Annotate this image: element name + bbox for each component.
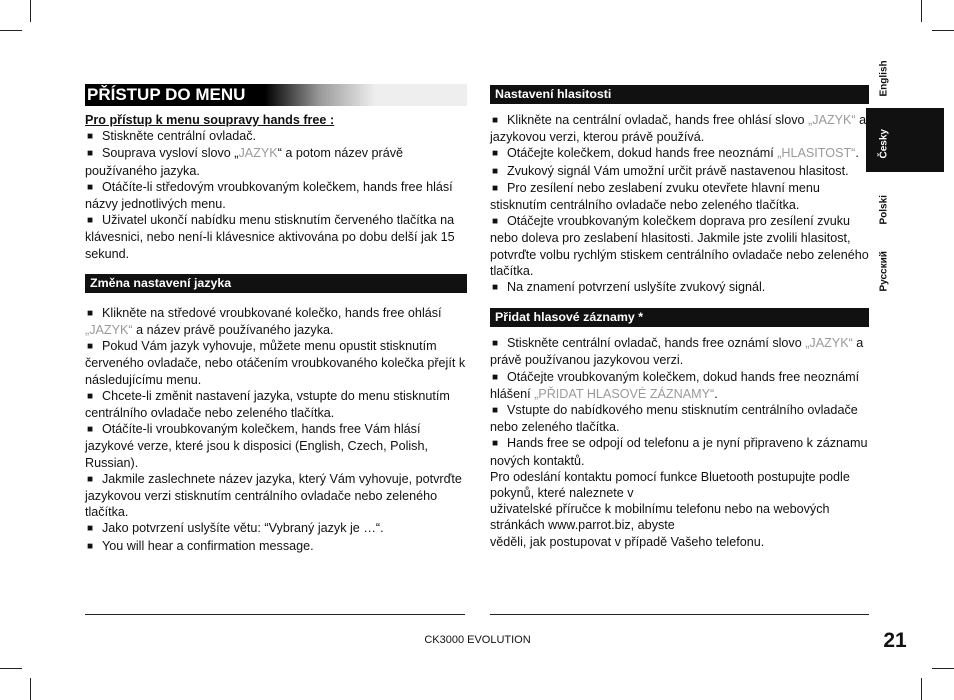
list-item: ■ Na znamení potvrzení uslyšíte zvukový signál. — [490, 279, 869, 296]
list-item: ■ Otáčejte vroubkovaným kolečkem doprava pro zesílení zvuku nebo doleva pro zeslabení hlasitosti. Jakmile jste zvolili hlasitost, potvrďte volbu rychlým stiskem centrálního ovladače nebo zeleného tlačítka. — [490, 213, 869, 279]
title-bar — [85, 84, 467, 106]
list-item: ■ Vstupte do nabídkového menu stisknutím centrálního ovladače nebo zeleného tlačítka. — [490, 402, 869, 435]
section-header-volume: Nastavení hlasitosti — [490, 85, 869, 104]
section-header-language: Změna nastavení jazyka — [85, 274, 467, 293]
section-header-voice-records: Přidat hlasové záznamy * — [490, 308, 869, 327]
footer-product-name: CK3000 EVOLUTION — [424, 634, 531, 646]
crop-mark — [30, 0, 31, 22]
page-number: 21 — [883, 629, 907, 652]
list-item: ■ Souprava vysloví slovo „JAZYK“ a potom název právě používaného jazyka. — [85, 145, 467, 178]
list-item: ■ Klikněte na centrální ovladač, hands free ohlásí slovo „JAZYK“ a jazykovou verzi, kterou právě používá. — [490, 112, 869, 145]
list-item: ■ Jakmile zaslechnete název jazyka, který Vám vyhovuje, potvrďte jazykovou verzi stisknutím centrálního ovladače nebo zeleného tlačítka. — [85, 471, 467, 521]
list-item: ■ Otáčejte kolečkem, dokud hands free neoznámí „HLASITOST“. — [490, 145, 869, 162]
crop-mark — [932, 30, 954, 31]
crop-mark — [30, 678, 31, 700]
language-tab-czech: Česky — [878, 129, 890, 159]
crop-mark — [0, 30, 22, 31]
language-tab-russian: Русский — [878, 251, 890, 292]
list-item: ■ Zvukový signál Vám umožní určit právě nastavenou hlasitost. — [490, 163, 869, 180]
crop-mark — [0, 668, 22, 669]
outro-text: Pro odeslání kontaktu pomocí funkce Bluetooth postupujte podle pokynů, které naleznete v — [490, 469, 850, 501]
list-item: ■ Stiskněte centrální ovladač, hands free oznámí slovo „JAZYK“ a právě používanou jazykovou verzi. — [490, 335, 869, 368]
list-item: ■ Jako potvrzení uslyšíte větu: “Vybraný jazyk je …“. — [85, 520, 467, 537]
list-item: ■ Stiskněte centrální ovladač. — [85, 128, 467, 145]
list-item: ■ You will hear a confirmation message. — [85, 538, 467, 555]
left-column — [85, 112, 467, 555]
list-item: ■ Hands free se odpojí od telefonu a je nyní připraveno k záznamu nových kontaktů. — [490, 435, 869, 468]
list-item: ■ Pro zesílení nebo zeslabení zvuku otevřete hlavní menu stisknutím centrálního ovladače nebo zeleného tlačítka. — [490, 180, 869, 213]
list-item: ■ Otáčíte-li vroubkovaným kolečkem, hands free Vám hlásí jazykové verze, které jsou k disposici (English, Czech, Polish, Russian). — [85, 421, 467, 471]
outro-text: věděli, jak postupovat v případě Vašeho telefonu. — [490, 534, 765, 549]
menu-access-subtitle: Pro přístup k menu soupravy hands free : — [85, 113, 335, 127]
outro-text: uživatelské příručce k mobilnímu telefonu nebo na webových stránkách www.parrot.biz, abyste — [490, 502, 830, 533]
crop-mark — [932, 668, 954, 669]
language-tab-polish: Polski — [878, 195, 890, 225]
list-item: ■ Otáčejte vroubkovaným kolečkem, dokud hands free neoznámí hlášení „PŘIDAT HLASOVÉ ZÁZNAMY“. — [490, 369, 869, 402]
right-column — [490, 85, 869, 550]
list-item: ■ Chcete-li změnit nastavení jazyka, vstupte do menu stisknutím centrálního ovladače nebo zeleného tlačítka. — [85, 388, 467, 421]
crop-mark — [921, 678, 922, 700]
list-item: ■ Otáčíte-li středovým vroubkovaným kolečkem, hands free hlásí názvy jednotlivých menu. — [85, 179, 467, 212]
list-item: ■ Klikněte na středové vroubkované kolečko, hands free ohlásí „JAZYK“ a název právě používaného jazyka. — [85, 305, 467, 338]
list-item: ■ Uživatel ukončí nabídku menu stisknutím červeného tlačítka na klávesnici, nebo není-li klávesnice aktivována po dobu delší jak 15 sekund. — [85, 212, 467, 262]
list-item: ■ Pokud Vám jazyk vyhovuje, můžete menu opustit stisknutím červeného ovladače, nebo otáčením vroubkovaného kolečka přejít k následujícímu menu. — [85, 338, 467, 388]
footer-rule-left — [85, 614, 465, 615]
footer-rule-right — [490, 614, 869, 615]
page-title: PŘÍSTUP DO MENU — [85, 84, 253, 106]
crop-mark — [921, 0, 922, 22]
language-tab-english: English — [878, 60, 890, 97]
